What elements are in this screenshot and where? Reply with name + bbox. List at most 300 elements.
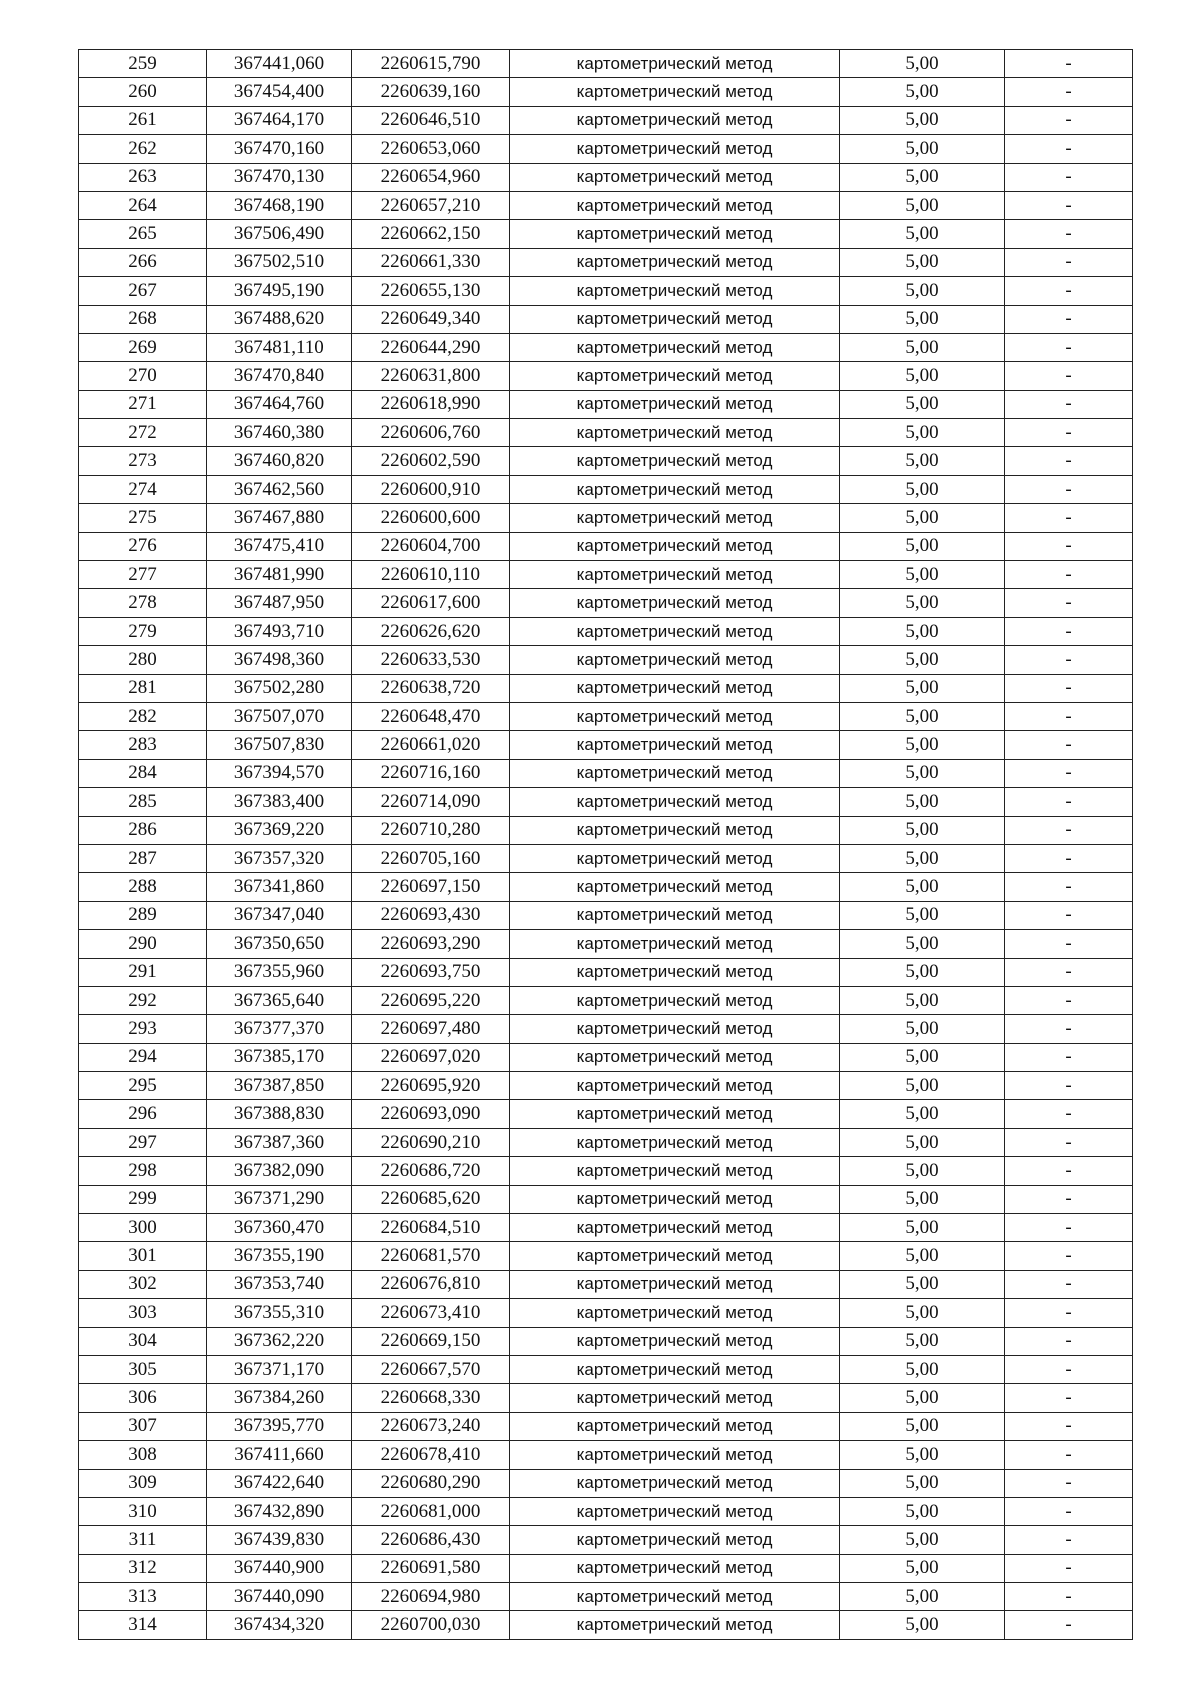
table-row	[79, 532, 1133, 560]
point-number-cell: 292	[79, 986, 207, 1014]
x-coordinate-cell: 367439,830	[207, 1526, 352, 1554]
note-cell: -	[1005, 561, 1133, 589]
table-row	[79, 1355, 1133, 1383]
method-cell: картометрический метод	[510, 163, 840, 191]
y-coordinate-cell: 2260617,600	[352, 589, 510, 617]
point-number-cell: 293	[79, 1015, 207, 1043]
table-row	[79, 1327, 1133, 1355]
note-cell: -	[1005, 1611, 1133, 1639]
precision-cell: 5,00	[840, 1327, 1005, 1355]
table-row	[79, 788, 1133, 816]
note-cell: -	[1005, 1355, 1133, 1383]
y-coordinate-cell: 2260653,060	[352, 135, 510, 163]
table-row	[79, 475, 1133, 503]
y-coordinate-cell: 2260604,700	[352, 532, 510, 560]
y-coordinate-cell: 2260639,160	[352, 78, 510, 106]
y-coordinate-cell: 2260673,410	[352, 1299, 510, 1327]
point-number-cell: 261	[79, 106, 207, 134]
method-cell: картометрический метод	[510, 873, 840, 901]
x-coordinate-cell: 367384,260	[207, 1384, 352, 1412]
x-coordinate-cell: 367481,990	[207, 561, 352, 589]
note-cell: -	[1005, 333, 1133, 361]
point-number-cell: 279	[79, 617, 207, 645]
point-number-cell: 304	[79, 1327, 207, 1355]
y-coordinate-cell: 2260693,090	[352, 1100, 510, 1128]
method-cell: картометрический метод	[510, 1355, 840, 1383]
precision-cell: 5,00	[840, 1072, 1005, 1100]
point-number-cell: 290	[79, 930, 207, 958]
point-number-cell: 268	[79, 305, 207, 333]
x-coordinate-cell: 367371,170	[207, 1355, 352, 1383]
precision-cell: 5,00	[840, 702, 1005, 730]
x-coordinate-cell: 367495,190	[207, 277, 352, 305]
point-number-cell: 271	[79, 390, 207, 418]
table-row	[79, 986, 1133, 1014]
method-cell: картометрический метод	[510, 1583, 840, 1611]
x-coordinate-cell: 367387,850	[207, 1072, 352, 1100]
coordinates-table	[78, 49, 1133, 1640]
note-cell: -	[1005, 1043, 1133, 1071]
note-cell: -	[1005, 1469, 1133, 1497]
note-cell: -	[1005, 1583, 1133, 1611]
table-row	[79, 1270, 1133, 1298]
y-coordinate-cell: 2260661,330	[352, 248, 510, 276]
precision-cell: 5,00	[840, 1611, 1005, 1639]
point-number-cell: 285	[79, 788, 207, 816]
point-number-cell: 314	[79, 1611, 207, 1639]
precision-cell: 5,00	[840, 1185, 1005, 1213]
x-coordinate-cell: 367467,880	[207, 504, 352, 532]
point-number-cell: 313	[79, 1583, 207, 1611]
method-cell: картометрический метод	[510, 901, 840, 929]
method-cell: картометрический метод	[510, 106, 840, 134]
precision-cell: 5,00	[840, 50, 1005, 78]
x-coordinate-cell: 367341,860	[207, 873, 352, 901]
precision-cell: 5,00	[840, 930, 1005, 958]
x-coordinate-cell: 367470,160	[207, 135, 352, 163]
note-cell: -	[1005, 1441, 1133, 1469]
y-coordinate-cell: 2260681,000	[352, 1497, 510, 1525]
point-number-cell: 303	[79, 1299, 207, 1327]
note-cell: -	[1005, 1270, 1133, 1298]
x-coordinate-cell: 367432,890	[207, 1497, 352, 1525]
y-coordinate-cell: 2260686,430	[352, 1526, 510, 1554]
y-coordinate-cell: 2260693,750	[352, 958, 510, 986]
y-coordinate-cell: 2260600,600	[352, 504, 510, 532]
note-cell: -	[1005, 816, 1133, 844]
y-coordinate-cell: 2260606,760	[352, 419, 510, 447]
method-cell: картометрический метод	[510, 816, 840, 844]
point-number-cell: 273	[79, 447, 207, 475]
note-cell: -	[1005, 1100, 1133, 1128]
note-cell: -	[1005, 362, 1133, 390]
note-cell: -	[1005, 731, 1133, 759]
y-coordinate-cell: 2260685,620	[352, 1185, 510, 1213]
method-cell: картометрический метод	[510, 1270, 840, 1298]
note-cell: -	[1005, 646, 1133, 674]
point-number-cell: 281	[79, 674, 207, 702]
note-cell: -	[1005, 1384, 1133, 1412]
note-cell: -	[1005, 702, 1133, 730]
x-coordinate-cell: 367475,410	[207, 532, 352, 560]
table-row	[79, 1554, 1133, 1582]
note-cell: -	[1005, 1214, 1133, 1242]
table-row	[79, 901, 1133, 929]
table-row	[79, 78, 1133, 106]
table-row	[79, 1441, 1133, 1469]
x-coordinate-cell: 367507,070	[207, 702, 352, 730]
point-number-cell: 294	[79, 1043, 207, 1071]
precision-cell: 5,00	[840, 390, 1005, 418]
table-row	[79, 873, 1133, 901]
precision-cell: 5,00	[840, 220, 1005, 248]
precision-cell: 5,00	[840, 1242, 1005, 1270]
y-coordinate-cell: 2260655,130	[352, 277, 510, 305]
y-coordinate-cell: 2260686,720	[352, 1157, 510, 1185]
point-number-cell: 312	[79, 1554, 207, 1582]
precision-cell: 5,00	[840, 759, 1005, 787]
y-coordinate-cell: 2260697,480	[352, 1015, 510, 1043]
x-coordinate-cell: 367502,510	[207, 248, 352, 276]
y-coordinate-cell: 2260694,980	[352, 1583, 510, 1611]
y-coordinate-cell: 2260700,030	[352, 1611, 510, 1639]
note-cell: -	[1005, 1299, 1133, 1327]
x-coordinate-cell: 367357,320	[207, 844, 352, 872]
y-coordinate-cell: 2260654,960	[352, 163, 510, 191]
note-cell: -	[1005, 1072, 1133, 1100]
note-cell: -	[1005, 1554, 1133, 1582]
y-coordinate-cell: 2260680,290	[352, 1469, 510, 1497]
table-row	[79, 1497, 1133, 1525]
note-cell: -	[1005, 986, 1133, 1014]
method-cell: картометрический метод	[510, 1072, 840, 1100]
method-cell: картометрический метод	[510, 1469, 840, 1497]
method-cell: картометрический метод	[510, 1100, 840, 1128]
y-coordinate-cell: 2260648,470	[352, 702, 510, 730]
point-number-cell: 310	[79, 1497, 207, 1525]
method-cell: картометрический метод	[510, 1412, 840, 1440]
table-row	[79, 674, 1133, 702]
point-number-cell: 308	[79, 1441, 207, 1469]
method-cell: картометрический метод	[510, 1611, 840, 1639]
point-number-cell: 306	[79, 1384, 207, 1412]
point-number-cell: 289	[79, 901, 207, 929]
point-number-cell: 307	[79, 1412, 207, 1440]
point-number-cell: 275	[79, 504, 207, 532]
method-cell: картометрический метод	[510, 844, 840, 872]
precision-cell: 5,00	[840, 362, 1005, 390]
table-row	[79, 589, 1133, 617]
x-coordinate-cell: 367462,560	[207, 475, 352, 503]
method-cell: картометрический метод	[510, 1043, 840, 1071]
precision-cell: 5,00	[840, 844, 1005, 872]
y-coordinate-cell: 2260668,330	[352, 1384, 510, 1412]
precision-cell: 5,00	[840, 816, 1005, 844]
method-cell: картометрический метод	[510, 1384, 840, 1412]
document-page	[78, 49, 1132, 1640]
table-row	[79, 362, 1133, 390]
note-cell: -	[1005, 504, 1133, 532]
table-row	[79, 1128, 1133, 1156]
note-cell: -	[1005, 78, 1133, 106]
precision-cell: 5,00	[840, 788, 1005, 816]
precision-cell: 5,00	[840, 1100, 1005, 1128]
table-row	[79, 191, 1133, 219]
note-cell: -	[1005, 447, 1133, 475]
point-number-cell: 291	[79, 958, 207, 986]
x-coordinate-cell: 367434,320	[207, 1611, 352, 1639]
y-coordinate-cell: 2260684,510	[352, 1214, 510, 1242]
precision-cell: 5,00	[840, 1497, 1005, 1525]
precision-cell: 5,00	[840, 1469, 1005, 1497]
precision-cell: 5,00	[840, 1270, 1005, 1298]
y-coordinate-cell: 2260649,340	[352, 305, 510, 333]
x-coordinate-cell: 367460,380	[207, 419, 352, 447]
x-coordinate-cell: 367507,830	[207, 731, 352, 759]
table-row	[79, 1526, 1133, 1554]
point-number-cell: 269	[79, 333, 207, 361]
x-coordinate-cell: 367388,830	[207, 1100, 352, 1128]
y-coordinate-cell: 2260618,990	[352, 390, 510, 418]
method-cell: картометрический метод	[510, 1554, 840, 1582]
y-coordinate-cell: 2260678,410	[352, 1441, 510, 1469]
y-coordinate-cell: 2260638,720	[352, 674, 510, 702]
y-coordinate-cell: 2260661,020	[352, 731, 510, 759]
x-coordinate-cell: 367369,220	[207, 816, 352, 844]
method-cell: картометрический метод	[510, 305, 840, 333]
point-number-cell: 300	[79, 1214, 207, 1242]
y-coordinate-cell: 2260697,150	[352, 873, 510, 901]
method-cell: картометрический метод	[510, 1441, 840, 1469]
table-row	[79, 504, 1133, 532]
x-coordinate-cell: 367470,840	[207, 362, 352, 390]
y-coordinate-cell: 2260676,810	[352, 1270, 510, 1298]
method-cell: картометрический метод	[510, 561, 840, 589]
note-cell: -	[1005, 901, 1133, 929]
point-number-cell: 274	[79, 475, 207, 503]
point-number-cell: 295	[79, 1072, 207, 1100]
x-coordinate-cell: 367411,660	[207, 1441, 352, 1469]
precision-cell: 5,00	[840, 1355, 1005, 1383]
note-cell: -	[1005, 163, 1133, 191]
point-number-cell: 259	[79, 50, 207, 78]
note-cell: -	[1005, 873, 1133, 901]
method-cell: картометрический метод	[510, 475, 840, 503]
method-cell: картометрический метод	[510, 419, 840, 447]
precision-cell: 5,00	[840, 617, 1005, 645]
x-coordinate-cell: 367395,770	[207, 1412, 352, 1440]
y-coordinate-cell: 2260705,160	[352, 844, 510, 872]
y-coordinate-cell: 2260669,150	[352, 1327, 510, 1355]
table-row	[79, 844, 1133, 872]
precision-cell: 5,00	[840, 873, 1005, 901]
x-coordinate-cell: 367377,370	[207, 1015, 352, 1043]
note-cell: -	[1005, 1015, 1133, 1043]
x-coordinate-cell: 367387,360	[207, 1128, 352, 1156]
method-cell: картометрический метод	[510, 1157, 840, 1185]
point-number-cell: 262	[79, 135, 207, 163]
table-row	[79, 1583, 1133, 1611]
method-cell: картометрический метод	[510, 1214, 840, 1242]
x-coordinate-cell: 367464,170	[207, 106, 352, 134]
point-number-cell: 301	[79, 1242, 207, 1270]
x-coordinate-cell: 367355,960	[207, 958, 352, 986]
x-coordinate-cell: 367365,640	[207, 986, 352, 1014]
precision-cell: 5,00	[840, 191, 1005, 219]
note-cell: -	[1005, 759, 1133, 787]
precision-cell: 5,00	[840, 305, 1005, 333]
method-cell: картометрический метод	[510, 504, 840, 532]
table-row	[79, 1384, 1133, 1412]
note-cell: -	[1005, 220, 1133, 248]
note-cell: -	[1005, 532, 1133, 560]
note-cell: -	[1005, 1497, 1133, 1525]
point-number-cell: 265	[79, 220, 207, 248]
precision-cell: 5,00	[840, 561, 1005, 589]
method-cell: картометрический метод	[510, 702, 840, 730]
precision-cell: 5,00	[840, 163, 1005, 191]
method-cell: картометрический метод	[510, 220, 840, 248]
note-cell: -	[1005, 788, 1133, 816]
precision-cell: 5,00	[840, 1299, 1005, 1327]
table-row	[79, 1412, 1133, 1440]
point-number-cell: 272	[79, 419, 207, 447]
y-coordinate-cell: 2260662,150	[352, 220, 510, 248]
note-cell: -	[1005, 1157, 1133, 1185]
x-coordinate-cell: 367470,130	[207, 163, 352, 191]
x-coordinate-cell: 367440,090	[207, 1583, 352, 1611]
table-row	[79, 561, 1133, 589]
method-cell: картометрический метод	[510, 930, 840, 958]
x-coordinate-cell: 367487,950	[207, 589, 352, 617]
y-coordinate-cell: 2260646,510	[352, 106, 510, 134]
method-cell: картометрический метод	[510, 333, 840, 361]
table-row	[79, 1043, 1133, 1071]
method-cell: картометрический метод	[510, 1242, 840, 1270]
table-row	[79, 930, 1133, 958]
point-number-cell: 283	[79, 731, 207, 759]
x-coordinate-cell: 367383,400	[207, 788, 352, 816]
note-cell: -	[1005, 419, 1133, 447]
table-row	[79, 248, 1133, 276]
precision-cell: 5,00	[840, 1583, 1005, 1611]
point-number-cell: 287	[79, 844, 207, 872]
precision-cell: 5,00	[840, 532, 1005, 560]
method-cell: картометрический метод	[510, 191, 840, 219]
point-number-cell: 266	[79, 248, 207, 276]
table-row	[79, 617, 1133, 645]
table-row	[79, 1469, 1133, 1497]
note-cell: -	[1005, 106, 1133, 134]
x-coordinate-cell: 367488,620	[207, 305, 352, 333]
point-number-cell: 309	[79, 1469, 207, 1497]
precision-cell: 5,00	[840, 731, 1005, 759]
note-cell: -	[1005, 135, 1133, 163]
y-coordinate-cell: 2260681,570	[352, 1242, 510, 1270]
note-cell: -	[1005, 844, 1133, 872]
point-number-cell: 311	[79, 1526, 207, 1554]
table-row	[79, 731, 1133, 759]
x-coordinate-cell: 367355,310	[207, 1299, 352, 1327]
point-number-cell: 305	[79, 1355, 207, 1383]
precision-cell: 5,00	[840, 1214, 1005, 1242]
y-coordinate-cell: 2260600,910	[352, 475, 510, 503]
note-cell: -	[1005, 930, 1133, 958]
table-row	[79, 1611, 1133, 1639]
y-coordinate-cell: 2260626,620	[352, 617, 510, 645]
x-coordinate-cell: 367481,110	[207, 333, 352, 361]
point-number-cell: 267	[79, 277, 207, 305]
note-cell: -	[1005, 1526, 1133, 1554]
method-cell: картометрический метод	[510, 1497, 840, 1525]
table-row	[79, 958, 1133, 986]
point-number-cell: 264	[79, 191, 207, 219]
precision-cell: 5,00	[840, 1384, 1005, 1412]
note-cell: -	[1005, 1242, 1133, 1270]
precision-cell: 5,00	[840, 1526, 1005, 1554]
y-coordinate-cell: 2260615,790	[352, 50, 510, 78]
note-cell: -	[1005, 248, 1133, 276]
table-row	[79, 1100, 1133, 1128]
method-cell: картометрический метод	[510, 390, 840, 418]
x-coordinate-cell: 367360,470	[207, 1214, 352, 1242]
table-row	[79, 1214, 1133, 1242]
note-cell: -	[1005, 277, 1133, 305]
table-row	[79, 163, 1133, 191]
precision-cell: 5,00	[840, 958, 1005, 986]
y-coordinate-cell: 2260716,160	[352, 759, 510, 787]
precision-cell: 5,00	[840, 1128, 1005, 1156]
precision-cell: 5,00	[840, 447, 1005, 475]
x-coordinate-cell: 367353,740	[207, 1270, 352, 1298]
x-coordinate-cell: 367468,190	[207, 191, 352, 219]
precision-cell: 5,00	[840, 475, 1005, 503]
x-coordinate-cell: 367422,640	[207, 1469, 352, 1497]
note-cell: -	[1005, 589, 1133, 617]
note-cell: -	[1005, 1128, 1133, 1156]
method-cell: картометрический метод	[510, 674, 840, 702]
precision-cell: 5,00	[840, 986, 1005, 1014]
point-number-cell: 280	[79, 646, 207, 674]
table-row	[79, 305, 1133, 333]
table-row	[79, 135, 1133, 163]
method-cell: картометрический метод	[510, 1526, 840, 1554]
x-coordinate-cell: 367362,220	[207, 1327, 352, 1355]
table-row	[79, 816, 1133, 844]
precision-cell: 5,00	[840, 1412, 1005, 1440]
point-number-cell: 278	[79, 589, 207, 617]
method-cell: картометрический метод	[510, 447, 840, 475]
method-cell: картометрический метод	[510, 248, 840, 276]
point-number-cell: 277	[79, 561, 207, 589]
x-coordinate-cell: 367371,290	[207, 1185, 352, 1213]
method-cell: картометрический метод	[510, 617, 840, 645]
table-row	[79, 277, 1133, 305]
x-coordinate-cell: 367506,490	[207, 220, 352, 248]
y-coordinate-cell: 2260695,920	[352, 1072, 510, 1100]
method-cell: картометрический метод	[510, 1299, 840, 1327]
x-coordinate-cell: 367385,170	[207, 1043, 352, 1071]
method-cell: картометрический метод	[510, 1185, 840, 1213]
point-number-cell: 288	[79, 873, 207, 901]
y-coordinate-cell: 2260693,290	[352, 930, 510, 958]
y-coordinate-cell: 2260710,280	[352, 816, 510, 844]
method-cell: картометрический метод	[510, 958, 840, 986]
method-cell: картометрический метод	[510, 1128, 840, 1156]
note-cell: -	[1005, 674, 1133, 702]
method-cell: картометрический метод	[510, 788, 840, 816]
x-coordinate-cell: 367440,900	[207, 1554, 352, 1582]
